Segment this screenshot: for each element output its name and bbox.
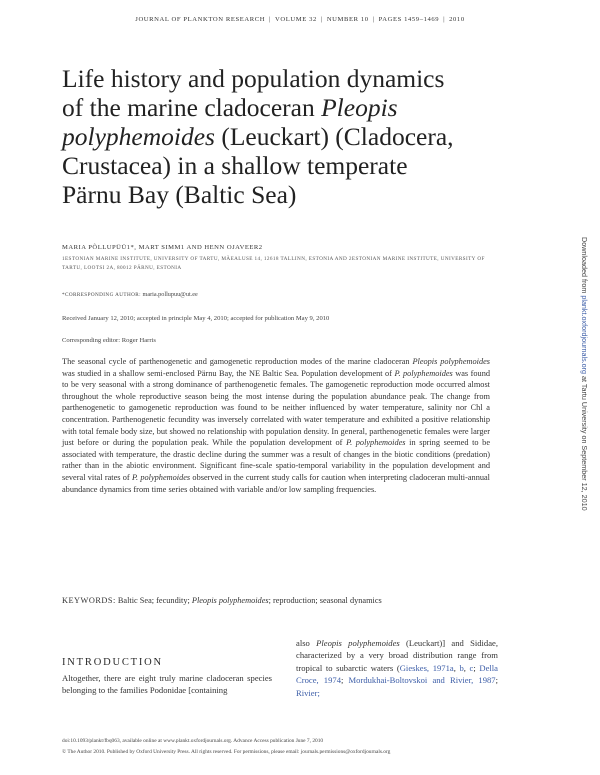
citation-link[interactable]: Della Croce, 1974 <box>296 662 498 686</box>
abstract-text: was found to be very seasonal with a strong dominance of parthenogenetic females. The gamogenetic reproduction mode occurred almost throughout the whole reproductive season being the most intense during the population abundance peak. The change from parthenogenetic to gamogenetic reproduction was found to be neither influenced by water temperature, salinity nor Chl a concentration. Parthenogenetic fecundity was inversely correlated with water temperature and exhibited a positive relationship with total female body size, but showed no relationship with population density. In general, parthenogenetic females were larger just before or during the population peak. While the population development of <box>62 368 490 448</box>
abstract-text: observed in the current study calls for caution when interpreting cladoceran multi-annual abundance dynamics from time series obtained with variable and/or low sampling frequencies. <box>62 472 490 494</box>
intro-text: , <box>453 662 460 673</box>
download-suffix: at Tartu University on September 12, 2010 <box>580 374 589 511</box>
corresponding-author <box>62 291 198 298</box>
copyright-line: © The Author 2010. Published by Oxford University Press. All rights reserved. For permissions, please email: journals.permissions@oxfordjournals.org <box>62 749 391 755</box>
abstract-text: The seasonal cycle of parthenogenetic and gamogenetic reproduction modes of the marine cladoceran <box>62 357 413 366</box>
download-sidebar <box>580 237 592 677</box>
journal-header: JOURNAL OF PLANKTON RESEARCH | VOLUME 32 | NUMBER 10 | PAGES 1459–1469 | 2010 <box>135 16 465 23</box>
doi-line: doi:10.1093/plankt/fbq063, available online at www.plankt.oxfordjournals.org. Advance Access publication June 7, 2010 <box>62 738 324 744</box>
species-name: P. polyphemoides <box>394 368 453 378</box>
keywords-text: ; reproduction; seasonal dynamics <box>268 596 382 605</box>
citation-link[interactable]: Gieskes, 1971a <box>399 662 454 673</box>
intro-text: ; <box>341 675 349 686</box>
abstract <box>62 356 490 495</box>
affiliations: 1ESTONIAN MARINE INSTITUTE, UNIVERSITY OF TARTU, MÄEALUSE 14, 12618 TALLINN, ESTONIA AND 2ESTONIAN MARINE INSTITUTE, UNIVERSITY OF TARTU, LOOTSI 2A, 80012 PÄRNU, ESTONIA <box>62 256 485 271</box>
keywords-species: Pleopis polyphemoides <box>191 596 269 605</box>
journal-pages: PAGES 1459–1469 <box>378 16 440 23</box>
journal-name: JOURNAL OF PLANKTON RESEARCH <box>135 16 266 23</box>
author-list: MARIA PÕLLUPÜÜ1*, MART SIMM1 AND HENN OJAVEER2 <box>62 244 263 251</box>
intro-text: ; <box>473 662 480 673</box>
title-text-1: Life history and population dynamics of the marine cladoceran <box>62 64 445 122</box>
citation-link[interactable]: Rivier; <box>296 687 320 698</box>
abstract-text: was studied in a shallow semi-enclosed Pärnu Bay, the NE Baltic Sea. Population development of <box>62 368 395 378</box>
keywords-label: KEYWORDS: <box>62 596 116 605</box>
species-name: P. polyphemoides <box>346 438 406 448</box>
intro-right-column <box>296 637 498 699</box>
citation-link[interactable]: Mordukhai-Boltovskoi and Rivier, 1987 <box>348 675 496 686</box>
corresponding-label: *CORRESPONDING AUTHOR: <box>62 292 141 298</box>
species-name: Pleopis polyphemoides <box>412 357 491 366</box>
download-prefix: Downloaded from <box>580 237 589 296</box>
intro-text: ; <box>495 675 498 686</box>
journal-number: NUMBER 10 <box>326 16 369 23</box>
journal-year: 2010 <box>449 16 465 23</box>
download-notice <box>580 237 589 511</box>
corresponding-editor: Corresponding editor: Roger Harris <box>62 337 156 344</box>
journal-site-link[interactable]: plankt.oxfordjournals.org <box>580 295 589 375</box>
introduction-heading: INTRODUCTION <box>62 657 163 668</box>
abstract-text: in spring seemed to be associated with temperature, the drastic decline during the summer was a result of changes in the biotic conditions (predation) rather than in the abiotic environment. Significant fine-scale spatio-temporal variability in the population development and several vital rates of <box>62 438 491 482</box>
intro-text: , <box>463 662 470 673</box>
intro-text: also <box>296 638 317 648</box>
title-species: Pleopis polyphemoides <box>62 93 398 151</box>
species-name: P. polyphemoides <box>132 472 191 482</box>
journal-volume: VOLUME 32 <box>275 16 317 23</box>
received-dates: Received January 12, 2010; accepted in principle May 4, 2010; accepted for publication May 9, 2010 <box>62 315 330 322</box>
keywords <box>62 595 490 607</box>
citation-link[interactable]: b <box>459 662 464 673</box>
corresponding-email[interactable]: maria.pollupuu@ut.ee <box>140 291 198 298</box>
intro-left-column: Altogether, there are eight truly marine cladoceran species belonging to the families Podonidae [containing <box>62 673 272 696</box>
citation-link[interactable]: c <box>469 662 474 673</box>
article-title <box>62 64 462 209</box>
title-text-2: (Leuckart) (Cladocera, Crustacea) in a shallow temperate Pärnu Bay (Baltic Sea) <box>62 122 454 209</box>
keywords-text: Baltic Sea; fecundity; <box>115 596 192 605</box>
species-name: Pleopis polyphemoides <box>316 638 400 648</box>
intro-text: (Leuckart)] and Sididae, characterized by a very broad distribution range from tropical to subarctic waters ( <box>296 638 498 673</box>
